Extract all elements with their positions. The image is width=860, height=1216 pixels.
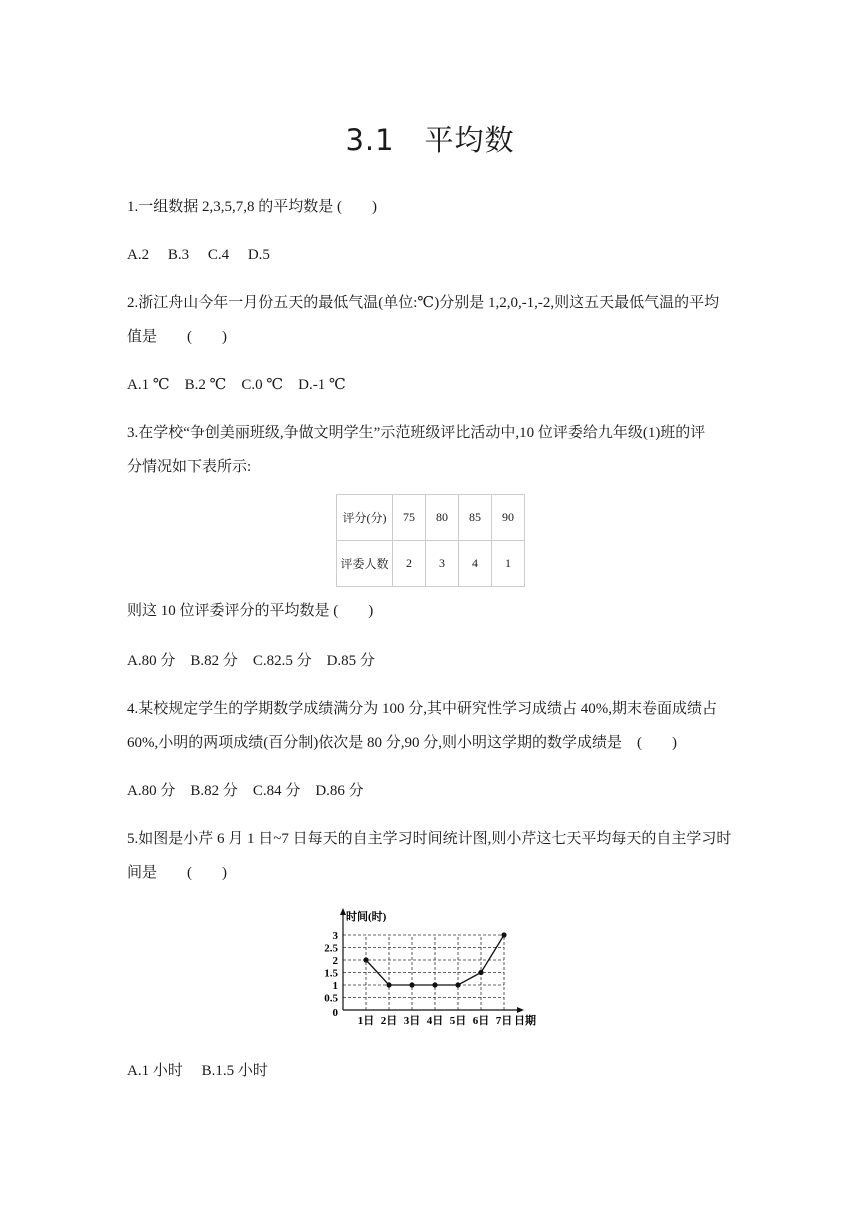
x-tick-label: 3日: [403, 1015, 421, 1027]
q5-options: A.1 小时 B.1.5 小时: [127, 1063, 268, 1079]
q3-options: A.80 分 B.82 分 C.82.5 分 D.85 分: [127, 653, 375, 669]
q1-options: A.2 B.3 C.4 D.5: [127, 247, 270, 263]
q5-stem-line2: 间是 ( ): [127, 865, 227, 881]
table-cell: 4: [459, 541, 492, 587]
q2-stem-line1: 2.浙江舟山今年一月份五天的最低气温(单位:℃)分别是 1,2,0,-1,-2,则这五天最低气温的平均: [127, 295, 720, 311]
table-row: [337, 541, 525, 587]
y-tick-label: 0.5: [324, 992, 338, 1005]
q4-options: A.80 分 B.82 分 C.84 分 D.86 分: [127, 783, 364, 799]
data-point: [363, 957, 368, 962]
q2-stem-line2: 值是 ( ): [127, 329, 227, 345]
x-tick-label: 5日: [449, 1015, 467, 1027]
table-header-score: 评分(分): [337, 495, 393, 541]
y-tick-label: 2: [332, 955, 338, 967]
table-cell: 80: [426, 495, 459, 541]
table-cell: 75: [393, 495, 426, 541]
data-point: [478, 970, 483, 975]
q1-stem: 1.一组数据 2,3,5,7,8 的平均数是 ( ): [127, 199, 377, 215]
q4-stem-line1: 4.某校规定学生的学期数学成绩满分为 100 分,其中研究性学习成绩占 40%,期末卷面成绩占: [127, 701, 717, 717]
q2-options: A.1 ℃ B.2 ℃ C.0 ℃ D.-1 ℃: [127, 377, 346, 393]
y-tick-label: 0: [332, 1007, 338, 1019]
table-header-judges: 评委人数: [337, 541, 393, 587]
chart-svg: [318, 906, 548, 1032]
study-time-chart: [318, 906, 548, 1032]
table-cell: 90: [492, 495, 525, 541]
q3-question: 则这 10 位评委评分的平均数是 ( ): [127, 603, 374, 619]
data-point: [455, 982, 460, 987]
table-cell: 1: [492, 541, 525, 587]
x-tick-label: 1日: [357, 1015, 375, 1027]
y-axis-label: 时间(时): [346, 911, 387, 923]
data-point: [409, 982, 414, 987]
x-tick-label: 6日: [472, 1015, 490, 1027]
page-title: 3.1 平均数: [345, 123, 515, 157]
x-tick-label: 2日: [380, 1015, 398, 1027]
y-tick-label: 2.5: [324, 942, 338, 955]
q5-stem-line1: 5.如图是小芹 6 月 1 日~7 日每天的自主学习时间统计图,则小芹这七天平均每天的自主学习时: [127, 831, 732, 847]
x-tick-label: 4日: [426, 1015, 444, 1027]
y-tick-label: 1.5: [324, 967, 338, 980]
table-cell: 2: [393, 541, 426, 587]
data-point: [386, 982, 391, 987]
x-tick-label: 7日: [495, 1015, 513, 1027]
data-point: [501, 932, 506, 937]
score-table: [336, 494, 525, 587]
q4-stem-line2: 60%,小明的两项成绩(百分制)依次是 80 分,90 分,则小明这学期的数学成绩是 ( ): [127, 735, 677, 751]
q3-stem-line2: 分情况如下表所示:: [127, 459, 252, 475]
table-row: [337, 495, 525, 541]
y-tick-label: 3: [332, 930, 338, 942]
x-axis-arrow-icon: [517, 1007, 524, 1013]
q3-stem-line1: 3.在学校“争创美丽班级,争做文明学生”示范班级评比活动中,10 位评委给九年级(1)班的评: [127, 425, 706, 441]
x-axis-label: 日期: [514, 1015, 536, 1027]
data-point: [432, 982, 437, 987]
table-cell: 3: [426, 541, 459, 587]
table-cell: 85: [459, 495, 492, 541]
y-tick-label: 1: [332, 980, 338, 992]
